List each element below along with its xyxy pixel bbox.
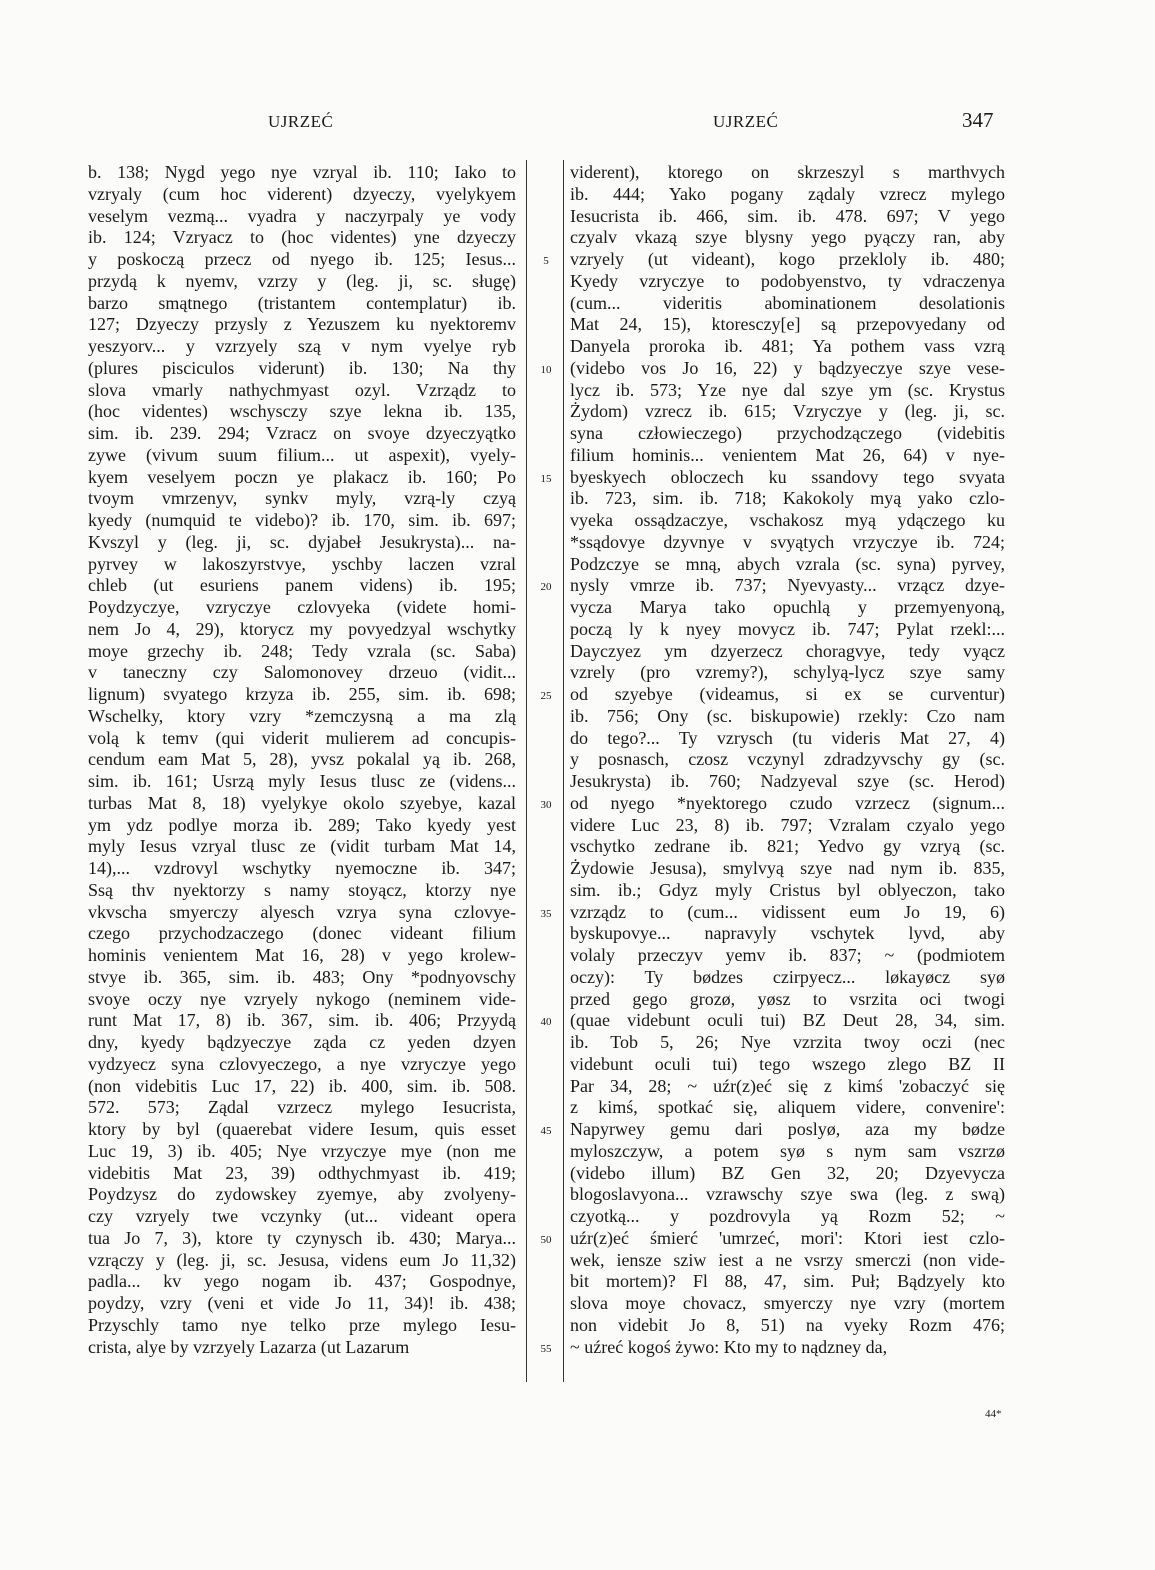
text-line: Luc 19, 3) ib. 405; Nye vrzyczye mye (non me xyxy=(88,1140,516,1161)
text-line: y posnasch, czosz vczynyl zdradzyvschy gy (sc. xyxy=(570,749,1005,770)
text-line: yeszyorv... y vzrzyely szą v nym vyelye ryb xyxy=(88,336,516,356)
text-line: crista, alye by vzrzyely Lazarza (ut Lazarum xyxy=(88,1336,410,1357)
right-text-column xyxy=(570,162,1005,1358)
text-line: Danyela proroka ib. 481; Ya pothem vass vzrą xyxy=(570,336,1005,356)
column-rule-right xyxy=(563,160,564,1382)
text-line: myly Iesus vzryal tlusc ze (vidit turbam Mat 14, xyxy=(88,836,516,857)
text-line: Poydzyczye, vzryczye czlovyeka (videte homi- xyxy=(88,597,516,617)
text-line: veselym vezmą... vyadra y naczyrpaly ye vody xyxy=(88,205,516,226)
text-line: videbitis Mat 23, 39) odthychmyast ib. 419; xyxy=(88,1162,516,1183)
line-number: 25 xyxy=(540,690,552,702)
text-line: Żydowie Jesusa), smylvyą szye nad nym ib. 835, xyxy=(570,858,1005,878)
text-line: Podzczye se mną, abych vzrala (sc. syna) pyrvey, xyxy=(570,553,1005,574)
text-line: byskupovye... napravyly vschytek lyvd, aby xyxy=(570,923,1005,944)
text-line: filium hominis... venientem Mat 26, 64) v nye- xyxy=(570,444,1005,465)
text-line: czyotką... y pozdrovyla yą Rozm 52; ~ xyxy=(570,1206,1005,1226)
text-line: przed gego grozø, yøsz to vsrzita oci twogi xyxy=(570,988,1005,1009)
text-line: vzrączy y (leg. ji, sc. Jesusa, videns eum Jo 11,32) xyxy=(88,1249,516,1270)
text-line: oczy): Ty bødzes czirpyecz... løkayøcz syø xyxy=(570,966,1005,987)
text-line: sim. ib. 161; Usrzą myly Iesus tlusc ze (videns... xyxy=(88,771,516,791)
text-line: volaly przeczyv yemv ib. 837; ~ (podmiotem xyxy=(570,945,1005,965)
text-line: stvye ib. 365, sim. ib. 483; Ony *podnyovschy xyxy=(88,966,516,987)
text-line: chleb (ut esuriens panem videns) ib. 195; xyxy=(88,575,516,596)
text-line: nysly vmrze ib. 737; Nyevyasty... vrzącz dzye- xyxy=(570,575,1005,596)
text-line: (videbo illum) BZ Gen 32, 20; Dzyevycza xyxy=(570,1162,1005,1183)
text-line: 14),... vzdrovyl wschytky nyemoczne ib. 347; xyxy=(88,858,516,878)
text-line: Przyschly tamo nye telko prze mylego Iesu- xyxy=(88,1314,516,1335)
line-number: 30 xyxy=(540,798,552,811)
text-line: lycz ib. 573; Yze nye dal szye ym (sc. Krystus xyxy=(570,379,1005,400)
text-line: sim. ib. 239. 294; Vzracz on svoye dzyeczyątko xyxy=(88,423,516,443)
text-line: dny, kyedy bądzyeczye ząda cz yeden dzyen xyxy=(88,1032,516,1052)
text-line: sim. ib.; Gdyz myly Cristus byl oblyeczon, tako xyxy=(570,879,1005,900)
text-line: kyem veselyem poczn ye plakacz ib. 160; Po xyxy=(88,466,516,487)
text-line: Iesucrista ib. 466, sim. ib. 478. 697; V yego xyxy=(570,205,1005,226)
text-line: uźr(z)eć śmierć 'umrzeć, mori': Ktori iest czlo- xyxy=(570,1227,1005,1248)
text-line: vyeka ossądzaczye, vschakosz myą ydączego ku xyxy=(570,510,1005,530)
text-line: 127; Dzyeczy przysly z Yezuszem ku nyektoremv xyxy=(88,314,516,335)
text-line: slova vmarly nathychmyast ozyl. Vzrządz to xyxy=(88,379,516,400)
text-line: syna człowieczego) przychodzączego (videbitis xyxy=(570,423,1005,443)
line-number: 55 xyxy=(540,1342,552,1355)
text-line: Kvszyl y (leg. ji, sc. dyjabeł Jesukrysta)... na- xyxy=(88,531,516,552)
text-line: videbunt oculi tui) tego wszego zlego BZ II xyxy=(570,1053,1005,1074)
text-line: b. 138; Nygd yego nye vzryal ib. 110; Iako to xyxy=(88,162,516,182)
text-line: zywe (vivum suum filium... ut aspexit), vyely- xyxy=(88,444,516,465)
text-line: z kimś, spotkać się, aliquem videre, convenire': xyxy=(570,1097,1005,1118)
text-line: vschytko zedrane ib. 821; Yedvo gy vzryą (sc. xyxy=(570,836,1005,857)
line-number: 15 xyxy=(540,472,552,485)
text-line: v taneczny czy Salomonovey drzeuo (vidit... xyxy=(88,662,516,683)
text-line: od nyego *nyektorego czudo vzrzecz (signum... xyxy=(570,792,1005,813)
text-line: (cum... videritis abominationem desolationis xyxy=(570,292,1005,313)
text-line: blogoslavyona... vzrawschy szye swa (leg. z swą) xyxy=(570,1184,1005,1205)
text-line: ib. 723, sim. ib. 718; Kakokoly myą yako czlo- xyxy=(570,488,1005,509)
text-line: videre Luc 23, 8) ib. 797; Vzralam czyalo yego xyxy=(570,814,1005,835)
text-line: ib. 444; Yako pogany ządaly vzrecz mylego xyxy=(570,183,1005,204)
text-line: ib. 756; Ony (sc. biskupowie) rzekly: Czo nam xyxy=(570,705,1005,726)
text-line: (videbo vos Jo 16, 22) y bądzyeczye szye vese- xyxy=(570,357,1005,378)
text-line: czego przychodzaczego (donec videant filium xyxy=(88,923,516,944)
text-line: vzryaly (cum hoc viderent) dzyeczy, vyelykyem xyxy=(88,183,516,204)
text-line: svoye oczy nye vzryely nykogo (neminem vide- xyxy=(88,988,516,1009)
text-line: barzo smątnego (tristantem contemplatur) ib. xyxy=(88,292,516,313)
text-line: (plures pisciculos viderunt) ib. 130; Na thy xyxy=(88,357,516,378)
text-line: ym ydz podlye morza ib. 289; Tako kyedy yest xyxy=(88,814,516,835)
line-number: 20 xyxy=(540,581,552,594)
text-line: czyalv vkazą szye blysny yego pyączy ran, aby xyxy=(570,227,1005,248)
text-line: Mat 24, 15), ktoresczy[e] są przepovyedany od xyxy=(570,314,1005,335)
text-line: Poydzysz do zydowskey zyemye, aby zvolyeny- xyxy=(88,1184,516,1205)
line-number: 40 xyxy=(540,1016,552,1029)
text-line: Par 34, 28; ~ uźr(z)eć się z kimś 'zobaczyć się xyxy=(570,1075,1005,1096)
text-line: hominis venientem Mat 16, 28) v yego krolew- xyxy=(88,945,516,965)
text-line: vzryely (ut videant), kogo przekloly ib. 480; xyxy=(570,249,1005,269)
text-line: slova moye chovacz, smyerczy nye vzry (mortem xyxy=(570,1293,1005,1313)
text-line: pyrvey w lakoszyrstvye, yschby laczen vzral xyxy=(88,553,516,574)
text-line: ktory by byl (quaerebat videre Iesum, quis esset xyxy=(88,1119,516,1139)
text-line: volą k temv (qui viderit mulierem ad concupis- xyxy=(88,727,516,748)
line-number: 10 xyxy=(540,363,552,376)
text-line: nem Jo 4, 29), ktorycz my povyedzyal wschytky xyxy=(88,618,516,639)
text-line: moye grzechy ib. 248; Tedy vzrala (sc. Saba) xyxy=(88,640,516,661)
text-line: przydą k nyemv, vzrzy y (leg. ji, sc. sługę) xyxy=(88,270,516,291)
line-number: 45 xyxy=(540,1125,552,1137)
text-line: lignum) svyatego krzyza ib. 255, sim. ib. 698; xyxy=(88,684,516,704)
text-line: non videbit Jo 8, 51) na vyeky Rozm 476; xyxy=(570,1314,1005,1335)
text-line: czy vzryely twe vczynky (ut... videant opera xyxy=(88,1206,516,1226)
text-line: y poskoczą przecz od nyego ib. 125; Iesus... xyxy=(88,249,516,269)
text-line: Ssą thv nyektorzy s namy stoyącz, ktorzy nye xyxy=(88,879,516,900)
column-rule-left xyxy=(526,160,527,1382)
page-number: 347 xyxy=(962,108,994,132)
text-line: runt Mat 17, 8) ib. 367, sim. ib. 406; Przyydą xyxy=(88,1010,516,1031)
text-line: vycza Marya tako opuchlą y przemyenyoną, xyxy=(570,597,1005,617)
text-line: ib. Tob 5, 26; Nye vzrzita twoy oczi (nec xyxy=(570,1032,1005,1052)
text-line: tvoym vmrzenyv, synkv myly, vzrą-ly czyą xyxy=(88,488,516,509)
text-line: Dayczyez ym dzyerzecz choragvye, tedy vyącz xyxy=(570,640,1005,661)
text-line: bit mortem)? Fl 88, 47, sim. Puł; Bądzyely kto xyxy=(570,1271,1005,1292)
text-line: Napyrwey gemu dari poslyø, aza my bødze xyxy=(570,1119,1005,1139)
text-line: vydzyecz syna czlovyeczego, a nye vzryczye yego xyxy=(88,1053,516,1074)
text-line: myloszczyw, a potem syø s nym sam vszrzø xyxy=(570,1140,1005,1161)
text-line: poydzy, vzry (veni et vide Jo 11, 34)! ib. 438; xyxy=(88,1293,516,1313)
text-line: Wschelky, ktory vzry *zemczysną a ma zlą xyxy=(88,705,516,726)
text-line: 572. 573; Ządal vzrzecz mylego Iesucrista, xyxy=(88,1097,516,1118)
text-line: ib. 124; Vzryacz to (hoc videntes) yne dzyeczy xyxy=(88,227,516,248)
text-line: byeskyech obloczech ku ssandovy tego svyata xyxy=(570,466,1005,487)
text-line: vkvscha smyerczy alyesch vzrya syna czlovye- xyxy=(88,901,516,922)
text-line: vzrely (pro vzremy?), schylyą-lycz szye samy xyxy=(570,662,1005,683)
text-line: *ssądovye dzyvnye v svyątych vrzyczye ib. 724; xyxy=(570,531,1005,552)
text-line: turbas Mat 8, 18) vyelykye okolo szyebye, kazal xyxy=(88,792,516,813)
text-line: od szyebye (videamus, si ex se curventur) xyxy=(570,684,1005,704)
text-line: tua Jo 7, 3), ktore ty czynysch ib. 430; Marya... xyxy=(88,1227,516,1248)
text-line: Żydom) vzrecz ib. 615; Vzryczye y (leg. ji, sc. xyxy=(570,401,1005,422)
printer-signature: 44* xyxy=(985,1408,1002,1420)
text-line: kyedy (numquid te videbo)? ib. 170, sim. ib. 697; xyxy=(88,510,516,530)
running-head-left: UJRZEĆ xyxy=(268,112,334,131)
text-line: ~ uźreć kogoś żywo: Kto my to nądzney da, xyxy=(570,1336,888,1357)
text-line: Kyedy vzryczye to podobyenstvo, ty vdraczenya xyxy=(570,270,1005,291)
text-line: cendum eam Mat 5, 28), yvsz pokalal yą ib. 268, xyxy=(88,749,516,770)
text-line: Jesukrysta) ib. 760; Nadzyeval szye (sc. Herod) xyxy=(570,771,1005,791)
text-line: (hoc videntes) wschysczy szye lekna ib. 135, xyxy=(88,401,516,422)
line-number: 50 xyxy=(540,1233,552,1246)
text-line: viderent), ktorego on skrzeszyl s marthvych xyxy=(570,162,1005,182)
text-line: (quae videbunt oculi tui) BZ Deut 28, 34, sim. xyxy=(570,1010,1005,1031)
text-line: wek, iensze sziw iest a ne vsrzy smerczi (non vide- xyxy=(570,1249,1005,1270)
text-line: vzrządz to (cum... vidissent eum Jo 19, 6) xyxy=(570,901,1005,922)
line-number: 5 xyxy=(543,255,549,267)
text-line: do tego?... Ty vzrysch (tu videris Mat 27, 4) xyxy=(570,727,1005,748)
text-line: (non videbitis Luc 17, 22) ib. 400, sim. ib. 508. xyxy=(88,1075,516,1096)
text-line: padla... kv yego nogam ib. 437; Gospodnye, xyxy=(88,1271,516,1292)
running-head-right: UJRZEĆ xyxy=(713,112,779,131)
text-line: począ ly k nyey movycz ib. 747; Pylat rzekl:... xyxy=(570,618,1005,639)
line-number: 35 xyxy=(540,907,552,920)
left-text-column xyxy=(88,162,516,1358)
